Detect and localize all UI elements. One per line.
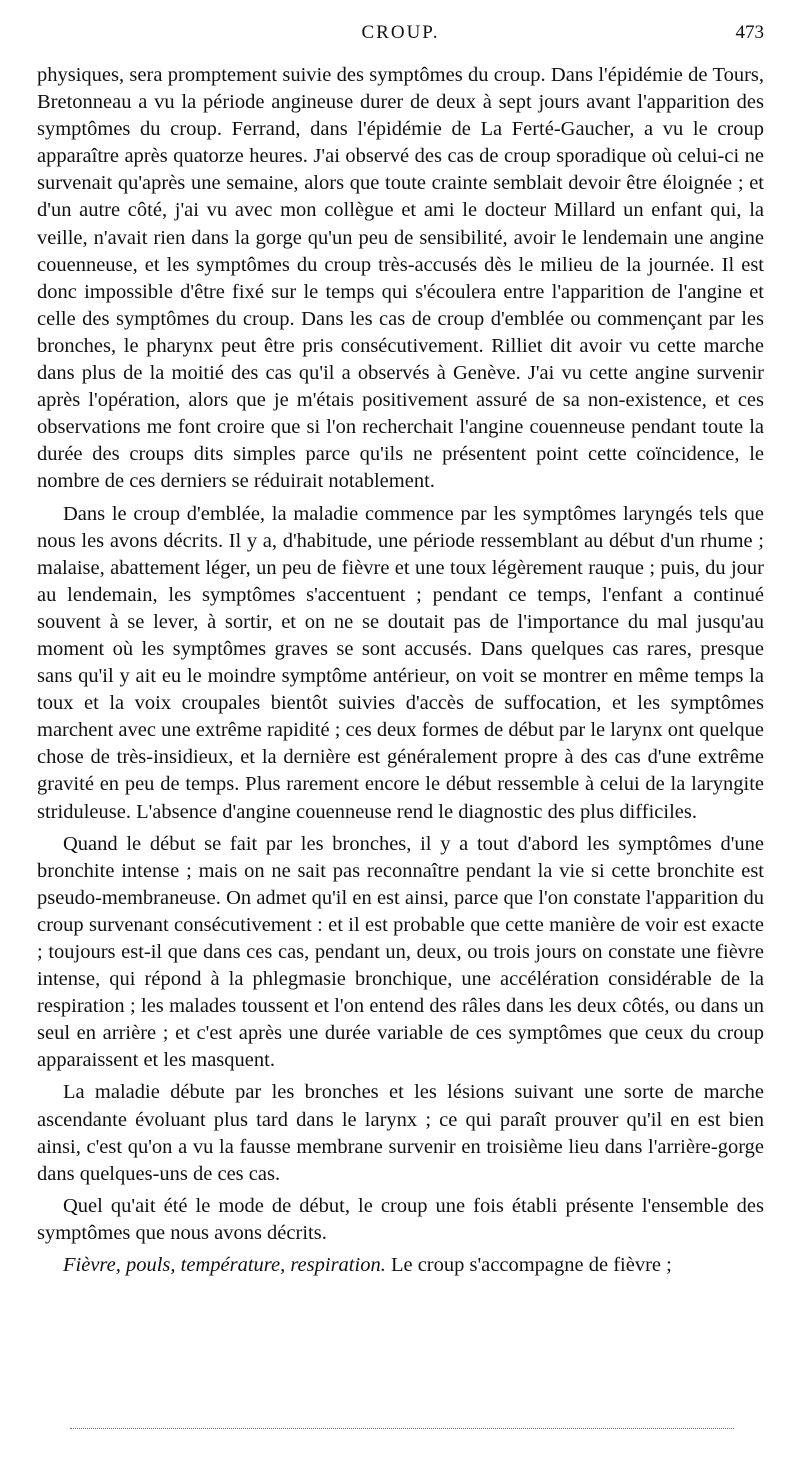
paragraph-mode-de-debut: Quel qu'ait été le mode de début, le croup une fois établi présente l'ensemble des symptômes que nous avons décrits. bbox=[37, 1194, 764, 1244]
paragraph-fievre bbox=[37, 1252, 764, 1279]
page-number: 473 bbox=[735, 22, 764, 43]
paragraph-fievre-text: Le croup s'accompagne de fièvre ; bbox=[385, 1254, 672, 1277]
paragraph-croup-demblee: Dans le croup d'emblée, la maladie commence par les symptômes laryngés tels que nous les avons décrits. Il y a, d'habitude, une période ressemblant au début d'un rhume ; malaise, abattement léger, un peu de fièvre et une toux légèrement rauque ; puis, du jour au lendemain, les symptômes s'accentuent ; pendant ce temps, l'enfant a continué souvent à se lever, à sortir, et on ne se doutait pas de l'importance du mal jusqu'au moment où les symptômes graves se sont accusés. Dans quelques cas rares, presque sans qu'il y ait eu le moindre symptôme antérieur, on voit se montrer en même temps la toux et la voix croupales bientôt suivies d'accès de suffocation, et les symptômes marchent avec une extrême rapidité ; ces deux formes de début par le larynx ont quelque chose de très-insidieux, et la dernière est généralement propre à des cas d'une extrême gravité en peu de temps. Plus rarement encore le début ressemble à celui de la laryngite striduleuse. L'absence d'angine couenneuse rend le diagnostic des plus difficiles. bbox=[37, 502, 764, 823]
paragraph-continuation: physiques, sera promptement suivie des symptômes du croup. Dans l'épidémie de Tours, Bretonneau a vu la période angineuse durer de deux à sept jours avant l'apparition des symptômes du croup. Ferrand, dans l'épidémie de La Ferté-Gaucher, a vu le croup apparaître après quatorze heures. J'ai observé des cas de croup sporadique où celui-ci ne survenait qu'après une semaine, alors que toute crainte semblait devoir être éloignée ; et d'un autre côté, j'ai vu avec mon collègue et ami le docteur Millard un enfant qui, la veille, n'avait rien dans la gorge qu'un peu de sensibilité, avoir le lendemain une angine couenneuse, et les symptômes du croup très-accusés dès le milieu de la journée. Il est donc impossible d'être fixé sur le temps qui s'écoulera entre l'apparition de l'angine et celle des symptômes du croup. Dans les cas de croup d'emblée ou commençant par les bronches, le pharynx peut être pris consécutivement. Rilliet dit avoir vu cette marche dans plus de la moitié des cas qu'il a observés à Genève. J'ai vu cette angine survenir après l'opération, alors que je m'étais positivement assuré de sa non-existence, et ces observations me font croire que si l'on recherchait l'angine couenneuse pendant toute la durée des croups dits simples parce qu'ils ne présentent point cette coïncidence, le nombre de ces derniers se réduirait notablement. bbox=[37, 64, 764, 493]
page-header bbox=[37, 22, 764, 52]
body-text bbox=[37, 62, 764, 1279]
section-subheading: Fièvre, pouls, température, respiration. bbox=[63, 1254, 386, 1277]
paragraph-marche-ascendante: La maladie débute par les bronches et les lésions suivant une sorte de marche ascendante évoluant plus tard dans le larynx ; ce qui paraît prouver qu'il en est bien ainsi, c'est qu'on a vu la fausse membrane survenir en troisième lieu dans l'arrière-gorge dans quelques-uns de ces cas. bbox=[37, 1081, 764, 1185]
footer-dotted-rule bbox=[70, 1428, 734, 1429]
running-head: CROUP. bbox=[361, 22, 440, 43]
paragraph-debut-bronches: Quand le début se fait par les bronches, il y a tout d'abord les symptômes d'une bronchite intense ; mais on ne sait pas reconnaître pendant la vie si cette bronchite est pseudo-membraneuse. On admet qu'il en est ainsi, parce que l'on constate l'apparition du croup survenant consécutivement : et il est probable que cette manière de voir est exacte ; toujours est-il que dans ces cas, pendant un, deux, ou trois jours on constate une fièvre intense, qui répond à la phlegmasie bronchique, une accélération considérable de la respiration ; les malades toussent et l'on entend des râles dans les deux côtés, ou dans un seul en arrière ; et c'est après une durée variable de ces symptômes que ceux du croup apparaissent et les masquent. bbox=[37, 832, 764, 1072]
